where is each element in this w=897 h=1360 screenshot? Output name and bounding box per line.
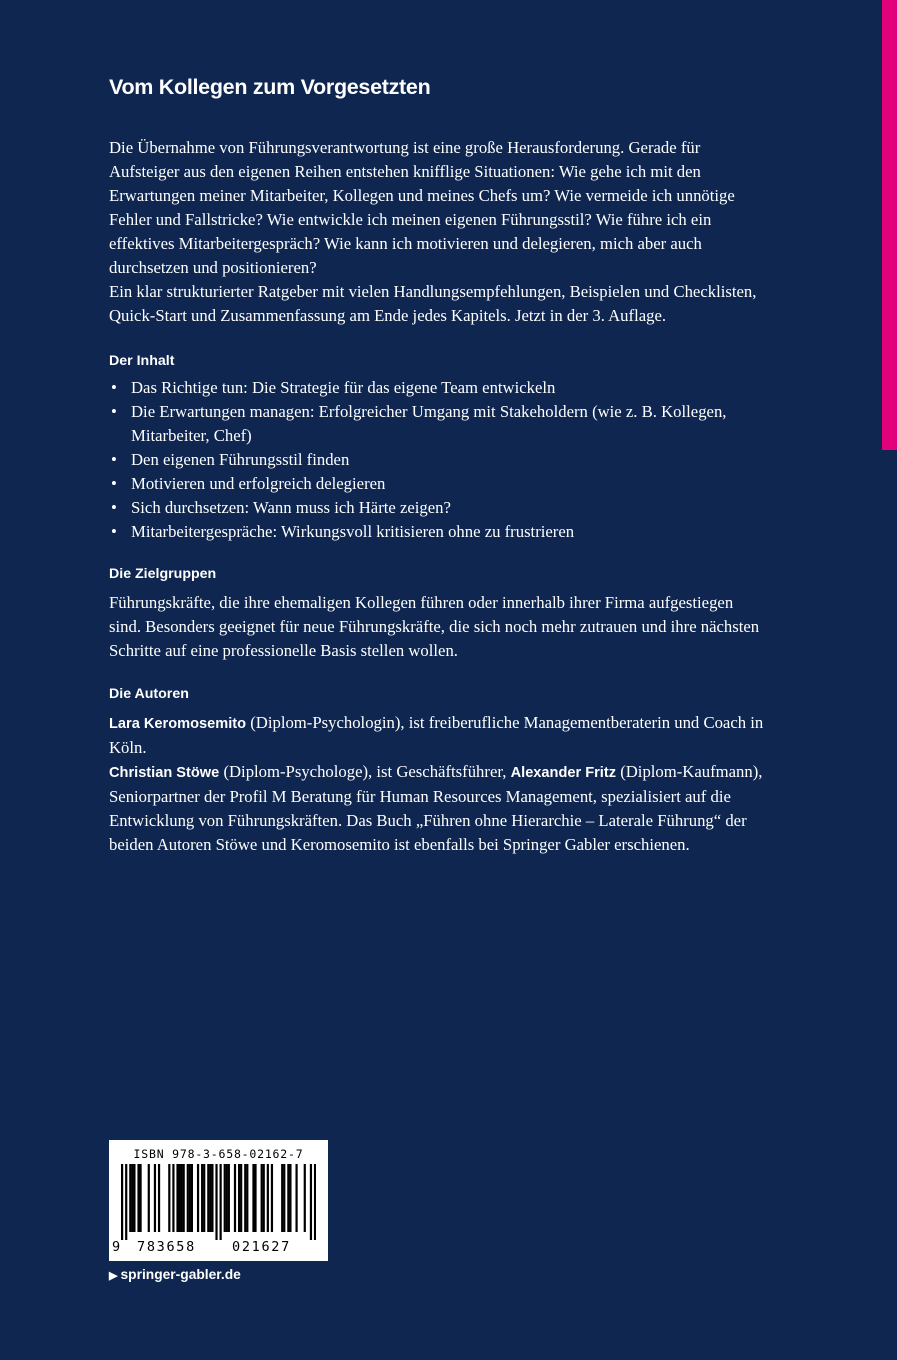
bullet-icon: • xyxy=(111,474,117,493)
barcode-bar xyxy=(226,1164,228,1232)
barcode-bar xyxy=(283,1164,285,1232)
barcode-bar xyxy=(244,1164,246,1232)
barcode-bar xyxy=(176,1164,178,1232)
bullet-icon: • xyxy=(111,378,117,397)
list-item xyxy=(109,496,769,520)
list-item-text: Den eigenen Führungsstil finden xyxy=(131,450,350,469)
barcode-bar xyxy=(281,1164,283,1232)
bullet-icon: • xyxy=(111,522,117,541)
barcode-bar xyxy=(148,1164,150,1232)
section-inhalt xyxy=(109,351,769,544)
play-arrow-icon: ▶ xyxy=(109,1270,118,1282)
zielgruppen-text: Führungskräfte, die ihre ehemaligen Kollegen führen oder innerhalb ihrer Firma aufgestiegen sind. Besonders geeignet für neue Führungskräfte, die sich noch mehr zutrauen und ihre nächsten Schritte auf eine professionelle Basis stellen wollen. xyxy=(109,593,760,660)
barcode-bar xyxy=(207,1164,209,1232)
list-item-text: Sich durchsetzen: Wann muss ich Härte zeigen? xyxy=(131,498,451,517)
author-name: Alexander Fritz xyxy=(510,765,617,781)
author-name: Lara Keromosemito xyxy=(109,716,247,732)
barcode-bar xyxy=(197,1164,199,1232)
isbn-label: ISBN 978-3-658-02162-7 xyxy=(133,1147,304,1161)
section-heading-autoren: Die Autoren xyxy=(109,686,189,702)
list-item-text: Das Richtige tun: Die Strategie für das eigene Team entwickeln xyxy=(131,378,556,397)
author-bio-text: (Diplom-Kaufmann), Seniorpartner der Profil M Beratung für Human Resources Management, spezialisiert auf die Entwicklung von Führungskräften. Das Buch „Führen ohne Hierarchie – Laterale Führung“ der beiden Autoren Stöwe und Keromosemito ist ebenfalls bei Springer Gabler erschienen. xyxy=(109,762,763,854)
list-item-text: Mitarbeitergespräche: Wirkungsvoll kritisieren ohne zu frustrieren xyxy=(131,522,575,541)
intro-paragraph-1: Die Übernahme von Führungsverantwortung ist eine große Herausforderung. Gerade für Aufsteiger aus den eigenen Reihen entstehen knifflige Situationen: Wie gehe ich mit den Erwartungen meiner Mitarbeiter, Kollegen und meines Chefs um? Wie vermeide ich unnötige Fehler und Fallstricke? Wie entwickle ich meinen eigenen Führungsstil? Wie führe ich ein effektives Mitarbeitergespräch? Wie kann ich motivieren und delegieren, mich aber auch durchsetzen und positionieren? xyxy=(109,138,735,277)
barcode-bar xyxy=(172,1164,174,1232)
barcode-bar xyxy=(137,1164,139,1232)
list-item xyxy=(109,472,769,496)
barcode-bar xyxy=(228,1164,230,1232)
bullet-icon: • xyxy=(111,402,117,421)
contents-list xyxy=(109,376,769,544)
barcode-bars xyxy=(121,1164,316,1240)
list-item xyxy=(109,448,769,472)
barcode-bar xyxy=(189,1164,191,1232)
barcode-bar xyxy=(131,1164,133,1232)
list-item xyxy=(109,376,769,400)
book-title: Vom Kollegen zum Vorgesetzten xyxy=(109,75,431,99)
barcode-bar xyxy=(203,1164,205,1232)
barcode-bar xyxy=(191,1164,193,1232)
barcode-bar xyxy=(261,1164,263,1232)
section-autoren xyxy=(109,684,769,857)
barcode-bar xyxy=(209,1164,211,1232)
barcode-bar xyxy=(238,1164,240,1232)
bullet-icon: • xyxy=(111,498,117,517)
section-zielgruppen xyxy=(109,564,769,663)
author-1-bio xyxy=(109,711,769,760)
list-item xyxy=(109,400,769,448)
barcode-bar xyxy=(224,1164,226,1232)
barcode-bar xyxy=(201,1164,203,1232)
barcode-bar xyxy=(158,1164,160,1232)
barcode-bar xyxy=(295,1164,297,1232)
author-2-bio xyxy=(109,760,769,857)
intro-text xyxy=(109,136,769,328)
accent-stripe xyxy=(882,0,897,450)
barcode-bar xyxy=(240,1164,242,1232)
barcode-bar xyxy=(139,1164,141,1232)
list-item-text: Motivieren und erfolgreich delegieren xyxy=(131,474,386,493)
barcode-bar xyxy=(246,1164,248,1232)
intro-paragraph-2: Ein klar strukturierter Ratgeber mit vielen Handlungsempfehlungen, Beispielen und Checklisten, Quick-Start und Zusammenfassung am Ende jedes Kapitels. Jetzt in der 3. Auflage. xyxy=(109,282,757,325)
barcode-digits-right: 021627 xyxy=(232,1239,291,1255)
barcode-digits-left: 783658 xyxy=(137,1239,196,1255)
isbn-barcode xyxy=(109,1140,328,1261)
barcode-digit-first: 9 xyxy=(112,1239,121,1255)
barcode-bar xyxy=(304,1164,306,1232)
list-item xyxy=(109,520,769,544)
barcode-bar xyxy=(289,1164,291,1232)
barcode-bar xyxy=(168,1164,170,1232)
barcode-bar xyxy=(187,1164,189,1232)
barcode-bar xyxy=(310,1164,312,1240)
barcode-bar xyxy=(181,1164,183,1232)
barcode-bar xyxy=(220,1164,222,1240)
barcode-bar xyxy=(154,1164,156,1232)
back-cover-content xyxy=(109,72,769,857)
barcode-bar xyxy=(215,1164,217,1240)
barcode-bar xyxy=(129,1164,131,1232)
barcode-bar xyxy=(211,1164,213,1232)
barcode-bar xyxy=(121,1164,123,1240)
barcode-bar xyxy=(254,1164,256,1232)
bullet-icon: • xyxy=(111,450,117,469)
author-name: Christian Stöwe xyxy=(109,765,220,781)
barcode-bar xyxy=(252,1164,254,1232)
section-heading-zielgruppen: Die Zielgruppen xyxy=(109,566,217,582)
list-item-text: Die Erwartungen managen: Erfolgreicher Umgang mit Stakeholdern (wie z. B. Kollegen, Mitarbeiter, Chef) xyxy=(131,402,727,445)
barcode-bar xyxy=(263,1164,265,1232)
barcode-bar xyxy=(178,1164,180,1232)
barcode-bar xyxy=(133,1164,135,1232)
barcode-bar xyxy=(234,1164,236,1232)
author-bio-text: (Diplom-Psychologe), ist Geschäftsführer, xyxy=(219,762,511,781)
author-bio-text: (Diplom-Psychologin), ist freiberufliche Managementberaterin und Coach in Köln. xyxy=(109,713,764,757)
barcode-bar xyxy=(267,1164,269,1232)
barcode-bar xyxy=(287,1164,289,1232)
section-heading-inhalt: Der Inhalt xyxy=(109,353,175,369)
barcode-bar xyxy=(271,1164,273,1232)
publisher-url: springer-gabler.de xyxy=(120,1267,241,1282)
publisher-link[interactable] xyxy=(109,1267,241,1282)
barcode-bar xyxy=(314,1164,316,1240)
barcode-bar xyxy=(183,1164,185,1232)
barcode-bar xyxy=(125,1164,127,1240)
